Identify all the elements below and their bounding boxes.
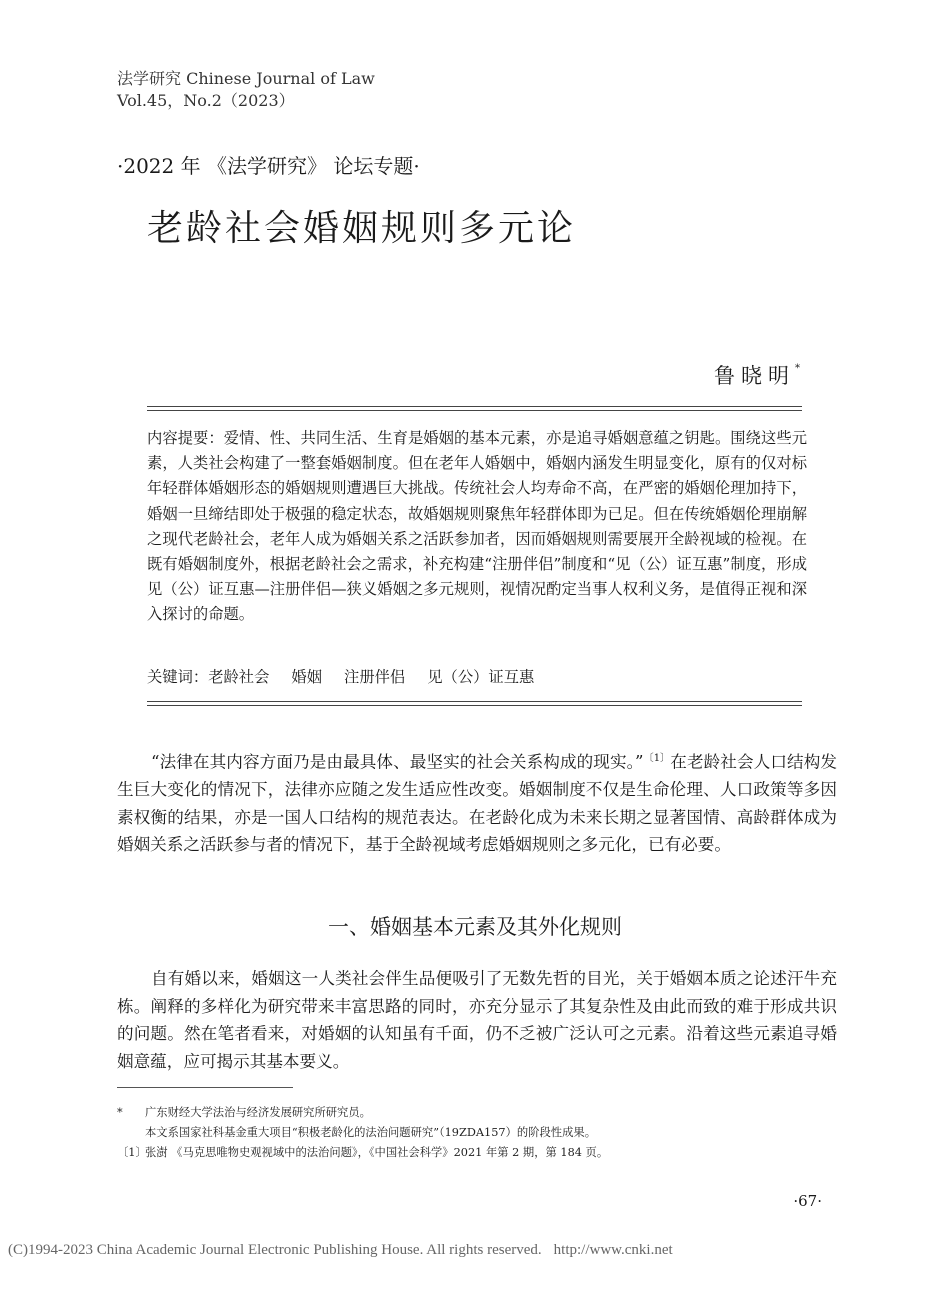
- section-title: ·2022 年 《法学研究》 论坛专题·: [117, 154, 420, 178]
- intro-text: 在老龄社会人口结构发生巨大变化的情况下，法律亦应随之发生适应性改变。婚姻制度不仅是生命伦理、人口政策等多因素权衡的结果，亦是一国人口结构的规范表达。在老龄化成为未来长期之显著国情、高龄群体成为婚姻关系之活跃参与者的情况下，基于全龄视域考虑婚姻规则之多元化，已有必要。: [117, 752, 837, 855]
- keyword: 老龄社会: [208, 668, 270, 686]
- page-title: 老龄社会婚姻规则多元论: [147, 208, 577, 249]
- footnote-item: [117, 1143, 608, 1163]
- copyright-text: (C)1994-2023 China Academic Journal Electronic Publishing House. All rights reserved.: [8, 1242, 542, 1258]
- copyright-notice: [8, 1242, 673, 1259]
- section-heading: 一、婚姻基本元素及其外化规则: [328, 915, 622, 939]
- journal-name: 法学研究 Chinese Journal of Law: [117, 69, 375, 88]
- abstract-top-rule-inner: [147, 410, 802, 411]
- journal-header: [117, 68, 375, 112]
- footnote-item: [117, 1103, 608, 1123]
- footnote-text: 本文系国家社科基金重大项目“积极老龄化的法治问题研究”（19ZDA157）的阶段性成果。: [145, 1126, 597, 1139]
- abstract-top-rule: [147, 406, 802, 407]
- abstract-bottom-rule: [147, 705, 802, 706]
- keyword: 婚姻: [291, 668, 323, 686]
- abstract-text: 内容提要：爱情、性、共同生活、生育是婚姻的基本元素，亦是追寻婚姻意蕴之钥匙。围绕这些元素，人类社会构建了一整套婚姻制度。但在老年人婚姻中，婚姻内涵发生明显变化，原有的仅对标年轻群体婚姻形态的婚姻规则遭遇巨大挑战。传统社会人均寿命不高，在严密的婚姻伦理加持下，婚姻一旦缔结即处于极强的稳定状态，故婚姻规则聚焦年轻群体即为已足。但在传统婚姻伦理崩解之现代老龄社会，老年人成为婚姻关系之活跃参加者，因而婚姻规则需要展开全龄视域的检视。在既有婚姻制度外，根据老龄社会之需求，补充构建“注册伴侣”制度和“见（公）证互惠”制度，形成见（公）证互惠—注册伴侣—狭义婚姻之多元规则，视情况酌定当事人权利义务，是值得正视和深入探讨的命题。: [147, 429, 807, 624]
- footnote-text: 张澍 《马克思唯物史观视域中的法治问题》，《中国社会科学》2021 年第 2 期，第 184 页。: [145, 1146, 609, 1159]
- citation-ref: 〔1〕: [643, 753, 671, 764]
- abstract-bottom-rule-inner: [147, 701, 802, 702]
- page-number: ·67·: [793, 1192, 822, 1210]
- footnotes: [117, 1103, 608, 1163]
- cnki-link[interactable]: http://www.cnki.net: [553, 1242, 673, 1258]
- keyword: 注册伴侣: [344, 668, 406, 686]
- intro-quote: “法律在其内容方面乃是由最具体、最坚实的社会关系构成的现实。”: [151, 752, 644, 772]
- section-text: 自有婚以来，婚姻这一人类社会伴生品便吸引了无数先哲的目光，关于婚姻本质之论述汗牛充栋。阐释的多样化为研究带来丰富思路的同时，亦充分显示了其复杂性及由此而致的难于形成共识的问题。然在笔者看来，对婚姻的认知虽有千面，仍不乏被广泛认可之元素。沿着这些元素追寻婚姻意蕴，应可揭示其基本要义。: [117, 969, 837, 1071]
- section-paragraph: [117, 965, 837, 1075]
- footnote-text: 广东财经大学法治与经济发展研究所研究员。: [145, 1106, 371, 1119]
- keywords-label: 关键词：: [147, 668, 209, 686]
- keyword: 见（公）证互惠: [427, 668, 535, 686]
- intro-paragraph: [117, 745, 837, 859]
- author-name: 鲁晓明: [714, 364, 795, 388]
- footnote-mark: 〔1〕: [117, 1146, 147, 1159]
- footnote-mark: *: [117, 1106, 123, 1119]
- footnote-item: [117, 1123, 608, 1143]
- abstract: [147, 426, 807, 628]
- journal-issue: Vol.45，No.2（2023）: [117, 91, 295, 110]
- keywords: [147, 665, 556, 687]
- footnote-rule: [117, 1087, 293, 1088]
- author-footnote-mark: *: [795, 363, 800, 374]
- author: [714, 360, 800, 390]
